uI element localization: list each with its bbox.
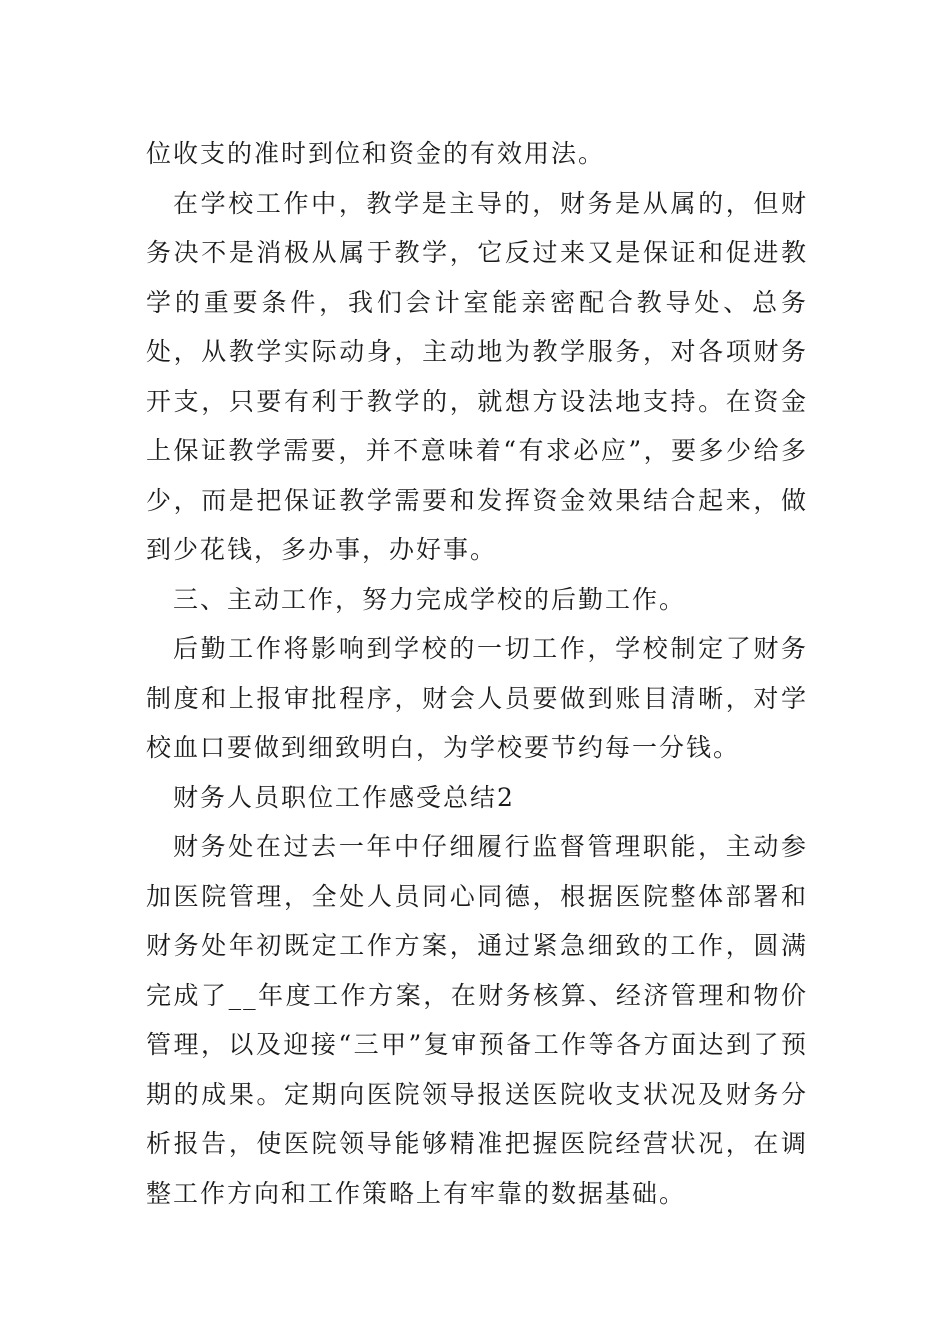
paragraph-continuation: 位收支的准时到位和资金的有效用法。 xyxy=(146,139,606,168)
paragraph-finance-office: 财务处在过去一年中仔细履行监督管理职能，主动参加医院管理，全处人员同心同德，根据医院整体部署和财务处年初既定工作方案，通过紧急细致的工作，圆满完成了__年度工作方案，在财务核算、经济管理和物价管理，以及迎接“三甲”复审预备工作等各方面达到了预期的成果。定期向医院领导报送医院收支状况及财务分析报告，使医院领导能够精准把握医院经营状况，在调整工作方向和工作策略上有牢靠的数据基础。 xyxy=(146,832,808,1208)
document-body xyxy=(146,129,808,1218)
article-title-2: 财务人员职位工作感受总结2 xyxy=(173,782,515,812)
paragraph-teaching-finance: 在学校工作中，教学是主导的，财务是从属的，但财务决不是消极从属于教学，它反过来又是保证和促进教学的重要条件，我们会计室能亲密配合教导处、总务处，从教学实际动身，主动地为教学服务，对各项财务开支，只要有利于教学的，就想方设法地支持。在资金上保证教学需要，并不意味着“有求必应”，要多少给多少，而是把保证教学需要和发挥资金效果结合起来，做到少花钱，多办事，办好事。 xyxy=(146,188,808,564)
section-heading-logistics: 三、主动工作，努力完成学校的后勤工作。 xyxy=(173,584,687,614)
paragraph-logistics: 后勤工作将影响到学校的一切工作，学校制定了财务制度和上报审批程序，财会人员要做到账目清晰，对学校血口要做到细致明白，为学校要节约每一分钱。 xyxy=(146,634,808,762)
